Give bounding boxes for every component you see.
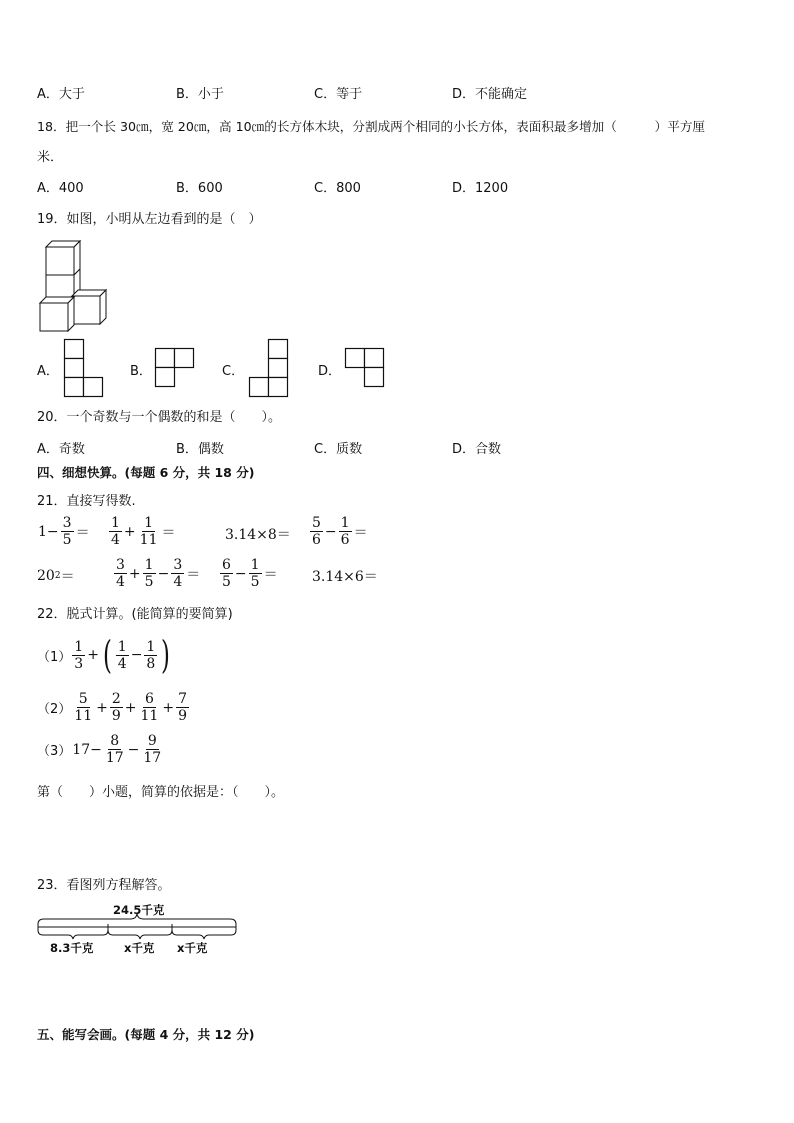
numerator: 1	[144, 515, 154, 531]
q21-expr-1	[37, 515, 91, 548]
q21-expr-3: 3.14×8＝	[225, 527, 291, 543]
numerator: 3	[173, 557, 183, 573]
denominator: 9	[178, 708, 187, 724]
fraction	[220, 557, 233, 590]
denominator: 5	[144, 574, 154, 590]
numerator: 5	[78, 691, 88, 707]
expr-term: 1−	[38, 523, 59, 540]
numerator: 1	[111, 515, 120, 531]
q18-text-line2: 米．	[37, 150, 64, 165]
q19-option-c-figure	[249, 339, 289, 397]
fraction	[249, 557, 262, 590]
fraction	[109, 515, 122, 548]
q19-option-d-label: D．	[318, 364, 342, 379]
numerator: 1	[74, 638, 84, 655]
operator: +	[128, 565, 141, 582]
denominator: 5	[62, 532, 72, 548]
numerator: 5	[312, 515, 321, 531]
denominator: 11	[140, 708, 159, 724]
q18-option-b: B．600	[176, 181, 223, 196]
q21-expr-8: 3.14×6＝	[312, 569, 378, 585]
operator: −	[130, 647, 143, 663]
numerator: 1	[117, 638, 127, 655]
numerator: 1	[340, 515, 350, 531]
q21-expr-2	[108, 515, 176, 548]
fraction	[176, 691, 189, 724]
denominator: 17	[105, 750, 124, 766]
fraction	[138, 515, 160, 548]
q21-text: 21．直接写得数.	[37, 494, 136, 509]
equals: ＝	[161, 524, 176, 541]
q21-expr-6	[113, 557, 201, 590]
fraction	[110, 691, 123, 724]
fraction	[171, 557, 184, 590]
numerator: 6	[222, 557, 231, 573]
problem-label: （1）	[37, 649, 72, 665]
numerator: 3	[116, 557, 125, 573]
q18-option-a: A．400	[37, 181, 84, 196]
diagram-braces-and-bar	[35, 910, 240, 944]
q22-problem-3	[37, 733, 164, 766]
q22-footer: 第（ ）小题，简算的依据是：（ ）。	[37, 785, 285, 800]
numerator: 8	[110, 733, 120, 749]
diagram-segment-2-label: x千克	[124, 941, 155, 955]
q20-option-d: D．合数	[452, 442, 502, 457]
fraction	[72, 639, 85, 672]
q19-option-a-figure	[64, 339, 104, 397]
numerator: 1	[144, 557, 154, 573]
equals: ＝	[75, 524, 90, 541]
fraction	[72, 691, 94, 724]
denominator: 5	[250, 574, 260, 590]
section-4-heading: 四、细想快算。(每题 6 分，共 18 分)	[37, 465, 255, 480]
denominator: 4	[173, 574, 183, 590]
denominator: 8	[146, 655, 156, 672]
q19-text: 19．如图，小明从左边看到的是（ ）	[37, 212, 262, 227]
q21-expr-4	[309, 515, 369, 548]
denominator: 4	[116, 574, 125, 590]
q17-option-c: C．等于	[314, 87, 363, 102]
q22-problem-1	[37, 633, 173, 677]
base: 20	[37, 568, 55, 584]
operator: +	[124, 699, 137, 716]
q19-option-a-label: A．	[37, 364, 59, 379]
fraction	[104, 733, 126, 766]
q19-option-b-figure	[155, 348, 195, 388]
fraction	[143, 557, 156, 590]
problem-label: （2）	[37, 702, 72, 717]
denominator: 4	[117, 655, 127, 672]
fraction	[61, 515, 74, 548]
diagram-segment-3-label: x千克	[177, 941, 208, 955]
numerator: 3	[62, 515, 72, 531]
operator: −	[234, 565, 247, 582]
q20-option-b: B．偶数	[176, 442, 224, 457]
denominator: 11	[139, 532, 158, 548]
denominator: 3	[74, 655, 84, 672]
diagram-segment-1-label: 8.3千克	[50, 941, 94, 955]
operator: +	[123, 523, 136, 540]
fraction	[339, 515, 352, 548]
section-5-heading: 五、能写会画。(每题 4 分，共 12 分)	[37, 1027, 255, 1042]
denominator: 17	[143, 750, 162, 766]
q19-option-c-label: C．	[222, 364, 245, 379]
fraction	[141, 733, 163, 766]
fraction	[116, 639, 129, 672]
q22-problem-2	[37, 691, 190, 724]
fraction	[139, 691, 161, 724]
numerator: 1	[146, 638, 156, 655]
equals: ＝	[60, 569, 75, 585]
denominator: 6	[312, 532, 321, 548]
q17-option-a: A．大于	[37, 87, 85, 102]
q18-option-c: C．800	[314, 181, 361, 196]
q17-option-b: B．小于	[176, 87, 224, 102]
numerator: 9	[147, 733, 157, 749]
equals: ＝	[186, 566, 201, 583]
q18-text-line1: 18．把一个长 30㎝，宽 20㎝，高 10㎝的长方体木块，分割成两个相同的小长方体，表面积最多增加（ ）平方厘	[37, 119, 706, 134]
denominator: 6	[340, 532, 350, 548]
denominator: 11	[74, 708, 93, 724]
q19-option-d-figure	[345, 348, 385, 388]
numerator: 6	[144, 691, 154, 707]
operator: +	[96, 699, 108, 716]
diagram-total-label: 24.5千克	[113, 903, 165, 917]
q19-option-b-label: B．	[130, 364, 152, 379]
operator: −	[157, 565, 170, 582]
fraction	[310, 515, 323, 548]
denominator: 4	[111, 532, 120, 548]
expr-term: 17−	[72, 741, 102, 758]
operator: −	[127, 741, 140, 758]
operator: +	[87, 647, 99, 663]
q18-option-d: D．1200	[452, 181, 509, 196]
q21-expr-5	[37, 566, 75, 586]
denominator: 9	[111, 708, 121, 724]
q20-option-a: A．奇数	[37, 442, 85, 457]
fraction	[144, 639, 157, 672]
numerator: 7	[178, 691, 187, 707]
exponent: 2	[54, 571, 61, 581]
q23-text: 23．看图列方程解答。	[37, 878, 171, 893]
operator: −	[324, 523, 337, 540]
operator: +	[162, 699, 175, 716]
q20-text: 20．一个奇数与一个偶数的和是（ ）。	[37, 410, 282, 425]
q21-expr-7	[219, 557, 279, 590]
equals: ＝	[353, 524, 368, 541]
q22-text: 22．脱式计算。(能简算的要简算)	[37, 607, 233, 622]
fraction	[114, 557, 127, 590]
problem-label: （3）	[37, 744, 72, 759]
q20-option-c: C．质数	[314, 442, 363, 457]
numerator: 2	[111, 691, 121, 707]
equals: ＝	[263, 566, 278, 583]
right-paren: )	[161, 633, 171, 677]
cube-stack-figure	[38, 238, 108, 332]
denominator: 5	[222, 574, 231, 590]
left-paren: (	[102, 633, 112, 677]
numerator: 1	[250, 557, 260, 573]
q17-option-d: D．不能确定	[452, 87, 528, 102]
